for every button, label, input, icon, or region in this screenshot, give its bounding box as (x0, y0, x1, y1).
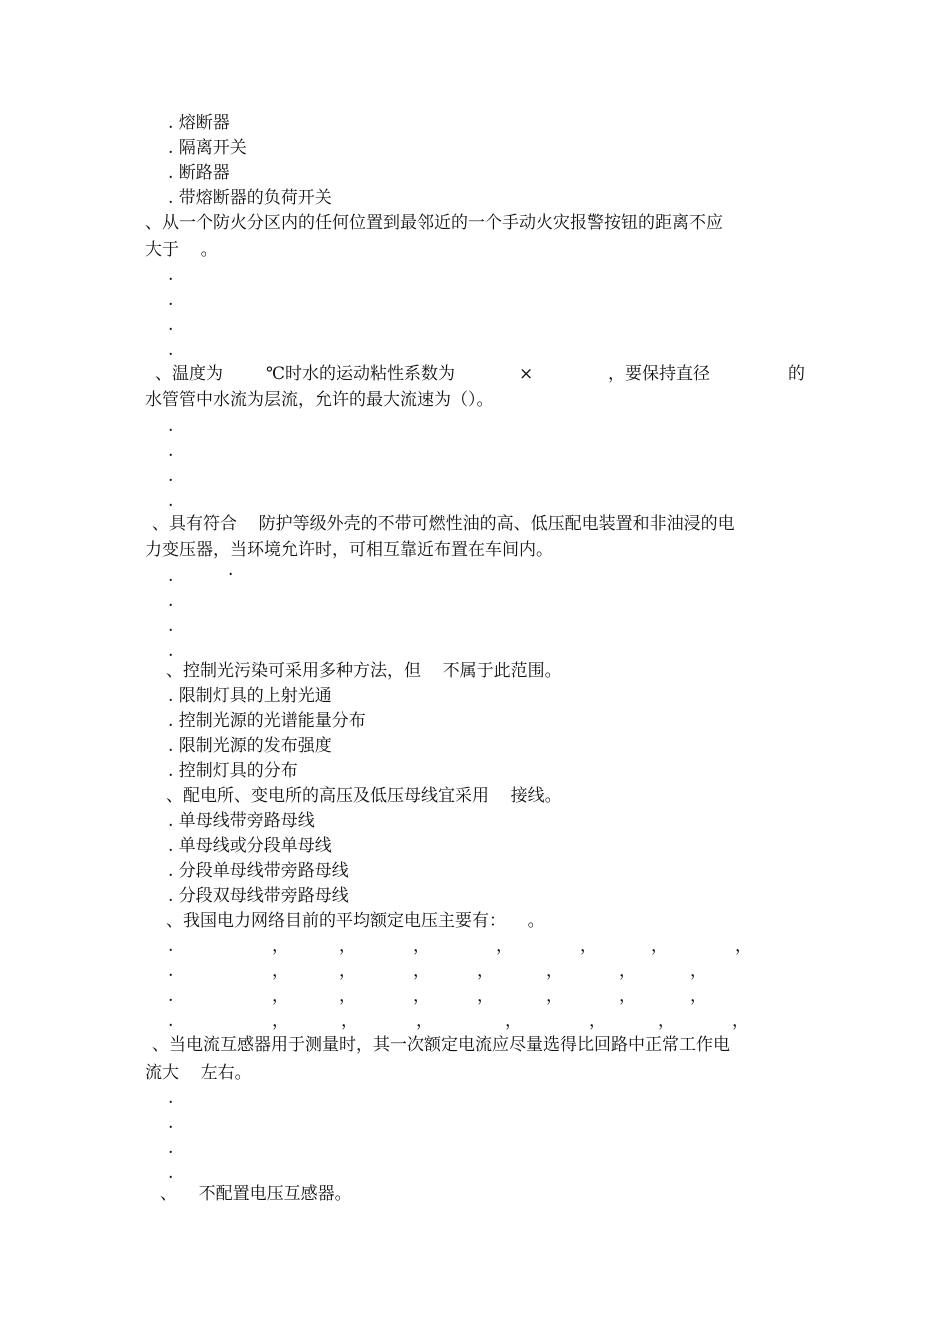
separator-comma: ， (339, 961, 356, 981)
question-1-stem-line2: 大于 。 (145, 240, 218, 260)
question-2-option-d: . (168, 491, 174, 511)
question-3-stem-line1: 、具有符合 防护等级外壳的不带可燃性油的高、低压配电装置和非油浸的电 (152, 514, 735, 534)
separator-comma: ， (690, 986, 707, 1006)
separator-comma: ， (413, 936, 430, 956)
question-5-option-c: . 分段单母线带旁路母线 (168, 861, 349, 881)
question-5-option-b: . 单母线或分段单母线 (168, 836, 332, 856)
question-1-stem-line1: 、从一个防火分区内的任何位置到最邻近的一个手动火灾报警按钮的距离不应 (145, 213, 723, 233)
question-5-option-a: . 单母线带旁路母线 (168, 811, 315, 831)
question-2-stem-part-e: 的 (788, 364, 805, 384)
separator-comma: ， (272, 986, 289, 1006)
question-4-stem: 、控制光污染可采用多种方法，但 不属于此范围。 (166, 661, 562, 681)
question-3-option-d: . (168, 641, 174, 661)
question-7-option-a: . (168, 1088, 174, 1108)
separator-comma: ， (477, 986, 494, 1006)
question-2-stem-line2: 水管管中水流为层流，允许的最大流速为（）。 (145, 390, 494, 410)
separator-comma: ， (416, 1011, 433, 1031)
separator-comma: ， (580, 936, 597, 956)
question-5-stem: 、配电所、变电所的高压及低压母线宜采用 接线。 (166, 786, 562, 806)
separator-comma: ， (505, 1011, 522, 1031)
separator-comma: ， (658, 1011, 675, 1031)
question-7-stem-line2: 流大 左右。 (145, 1063, 252, 1083)
question-2-option-b: . (168, 441, 174, 461)
question-1-option-b: . (168, 290, 174, 310)
question-4-option-d: . 控制灯具的分布 (168, 761, 298, 781)
question-2-stem-part-c: × (519, 364, 534, 384)
separator-comma: ， (413, 986, 430, 1006)
question-4-option-a: . 限制灯具的上射光通 (168, 686, 332, 706)
separator-comma: ， (341, 1011, 358, 1031)
question-6-option-a (0, 934, 950, 959)
question-8-stem: 、 不配置电压互感器。 (160, 1184, 352, 1204)
option-a: . 熔断器 (168, 113, 230, 133)
question-6-option-c (0, 984, 950, 1009)
question-3-stem-line2: 力变压器，当环境允许时，可相互靠近布置在车间内。 (145, 540, 553, 560)
question-7-option-c: . (168, 1138, 174, 1158)
separator-comma: ， (413, 961, 430, 981)
question-2-stem-part-a: 、温度为 (155, 364, 223, 384)
separator-comma: ， (619, 961, 636, 981)
separator-comma: ， (619, 986, 636, 1006)
option-mark: . (168, 936, 174, 956)
option-c: . 断路器 (168, 163, 230, 183)
separator-comma: ， (732, 1011, 749, 1031)
question-6-option-d (0, 1009, 950, 1034)
question-7-option-b: . (168, 1113, 174, 1133)
option-mark: . (168, 986, 174, 1006)
separator-comma: ， (272, 936, 289, 956)
question-1-option-d: . (168, 340, 174, 360)
question-3-option-b: . (168, 591, 174, 611)
question-2-option-a: . (168, 416, 174, 436)
separator-comma: ， (496, 936, 513, 956)
separator-comma: ， (546, 986, 563, 1006)
option-mark: . (168, 961, 174, 981)
separator-comma: ， (272, 1011, 289, 1031)
question-4-option-c: . 限制光源的发布强度 (168, 736, 332, 756)
separator-comma: ， (589, 1011, 606, 1031)
question-2-stem-part-b: ℃时水的运动粘性系数为 (266, 364, 456, 384)
separator-comma: ， (651, 936, 668, 956)
question-3-option-a-dot: · (228, 565, 234, 585)
question-6-stem: 、我国电力网络目前的平均额定电压主要有： 。 (166, 911, 545, 931)
question-2-option-c: . (168, 466, 174, 486)
separator-comma: ， (477, 961, 494, 981)
separator-comma: ， (339, 986, 356, 1006)
option-b: . 隔离开关 (168, 138, 247, 158)
question-4-option-b: . 控制光源的光谱能量分布 (168, 711, 366, 731)
question-1-option-a: . (168, 265, 174, 285)
question-7-option-d: . (168, 1163, 174, 1183)
separator-comma: ， (339, 936, 356, 956)
question-6-option-b (0, 959, 950, 984)
question-3-option-c: . (168, 616, 174, 636)
question-1-option-c: . (168, 315, 174, 335)
question-3-option-a-mark: . (168, 566, 174, 586)
question-2-stem-part-d: ，要保持直径 (608, 364, 710, 384)
separator-comma: ， (272, 961, 289, 981)
separator-comma: ， (735, 936, 752, 956)
question-7-stem-line1: 、当电流互感器用于测量时，其一次额定电流应尽量选得比回路中正常工作电 (152, 1035, 730, 1055)
option-mark: . (168, 1011, 174, 1031)
question-5-option-d: . 分段双母线带旁路母线 (168, 886, 349, 906)
separator-comma: ， (690, 961, 707, 981)
option-d: . 带熔断器的负荷开关 (168, 188, 332, 208)
separator-comma: ， (546, 961, 563, 981)
